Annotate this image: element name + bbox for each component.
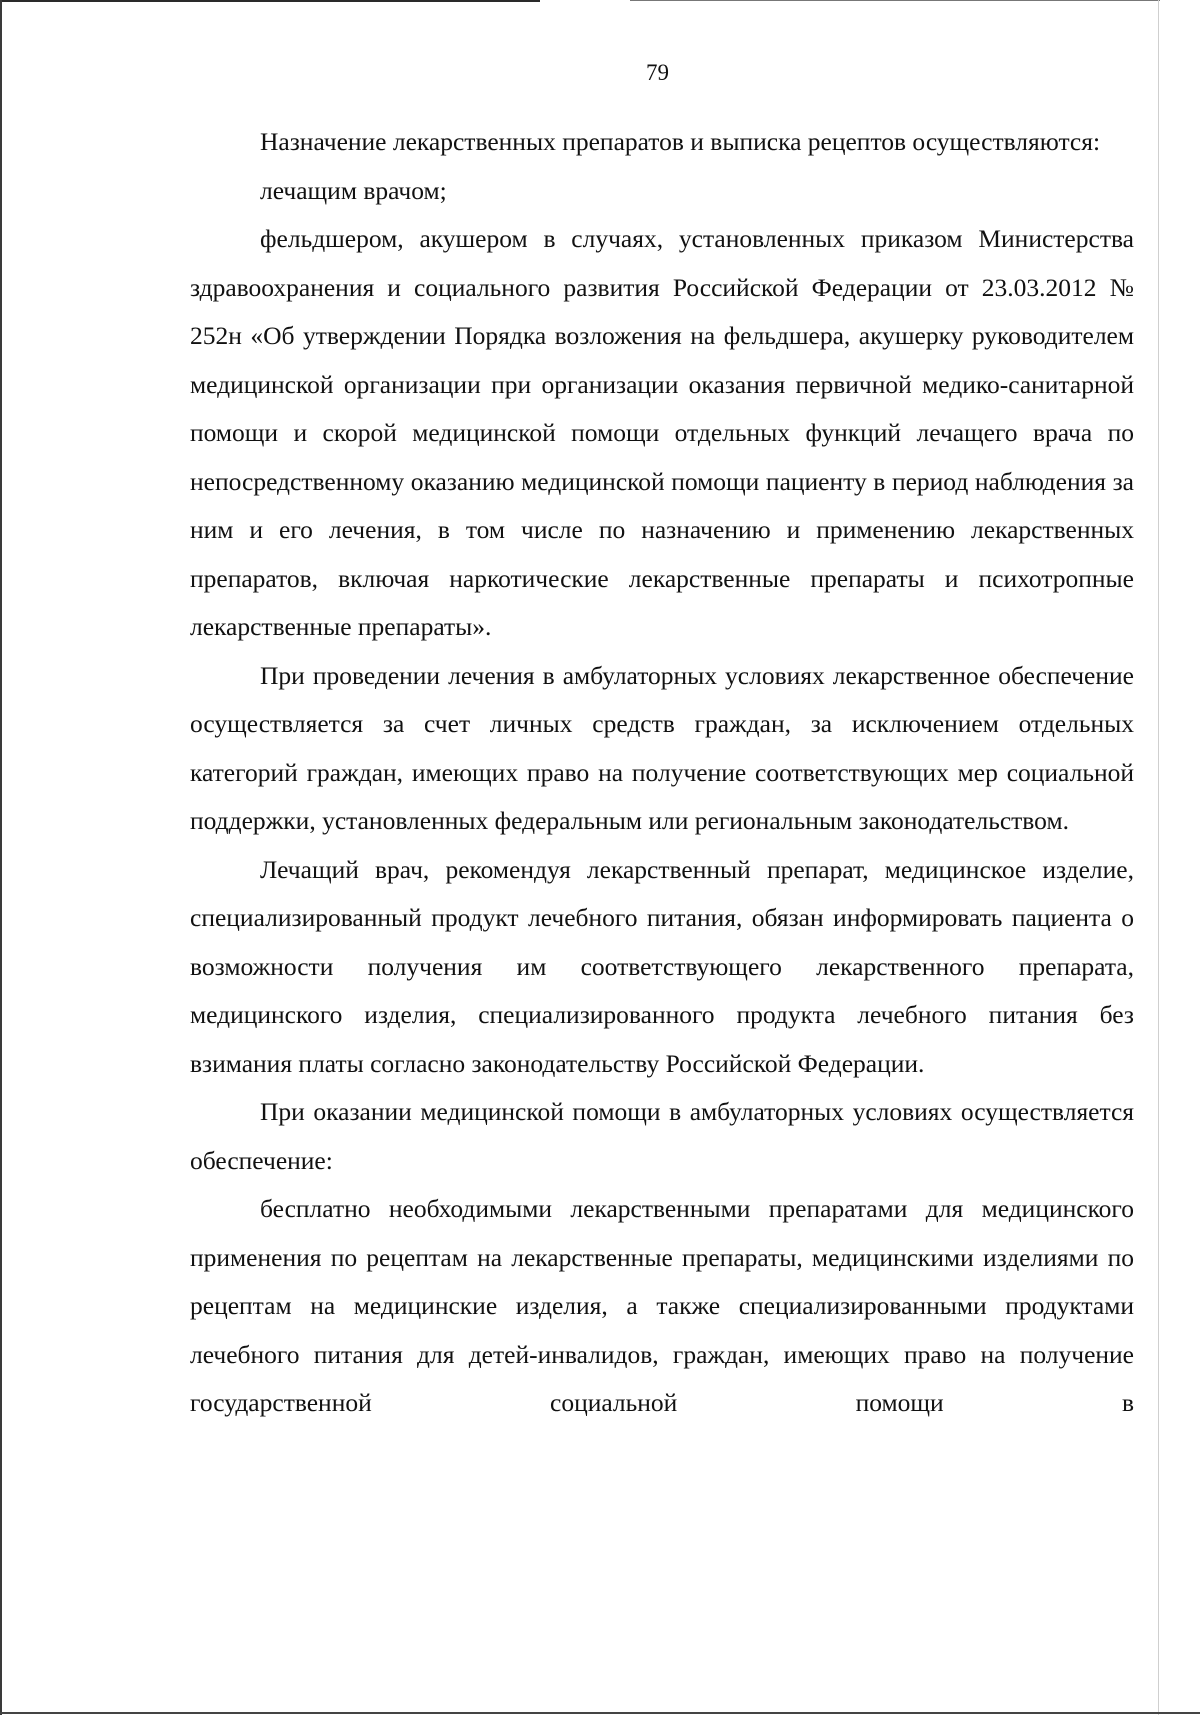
paragraph-doctor-obligation: Лечащий врач, рекомендуя лекарственный препарат, медицинское изделие, специализированный продукт лечебного питания, обязан информировать пациента о возможности получения им соответствующего лекарственного препарата, медицинского изделия, специализированного продукта лечебного питания без взимания платы согласно законодательству Российской Федерации.: [190, 854, 1134, 1078]
paragraph-paramedic-midwife: фельдшером, акушером в случаях, установленных приказом Министерства здравоохранения и социального развития Российской Федерации от 23.03.2012 № 252н «Об утверждении Порядка возложения на фельдшера, акушерку руководителем медицинской организации при организации оказания первичной медико-санитарной помощи и скорой медицинской помощи отдельных функций лечащего врача по непосредственному оказанию медицинской помощи пациенту в период наблюдения за ним и его лечения, в том числе по назначению и применению лекарственных препаратов, включая наркотические лекарственные препараты и психотропные лекарственные препараты».: [190, 224, 1134, 641]
paragraph-outpatient-provision: При оказании медицинской помощи в амбулаторных условиях осуществляется обеспечение:: [190, 1097, 1134, 1175]
page-number: 79: [646, 60, 669, 85]
paragraph-free-provision: бесплатно необходимыми лекарственными препаратами для медицинского применения по рецептам на лекарственные препараты, медицинскими изделиями по рецептам на медицинские изделия, а также специализированными продуктами лечебного питания для детей-инвалидов, граждан, имеющих право на получение государственной социальной помощи в: [190, 1194, 1134, 1417]
scan-border-bottom: [0, 1712, 1200, 1714]
scan-border-right: [1158, 0, 1159, 1715]
paragraph-attending-doctor: лечащим врачом;: [260, 175, 447, 205]
scan-border-top-right: [630, 0, 1160, 1]
document-body: [190, 118, 1134, 1428]
scan-border-left: [0, 0, 2, 1715]
paragraph-prescription-intro: Назначение лекарственных препаратов и выписка рецептов осуществляются:: [260, 127, 1101, 156]
paragraph-outpatient-drug-supply: При проведении лечения в амбулаторных условиях лекарственное обеспечение осуществляется за счет личных средств граждан, за исключением отдельных категорий граждан, имеющих право на получение соответствующих мер социальной поддержки, установленных федеральным или региональным законодательством.: [190, 660, 1134, 835]
scan-border-top: [0, 0, 540, 2]
